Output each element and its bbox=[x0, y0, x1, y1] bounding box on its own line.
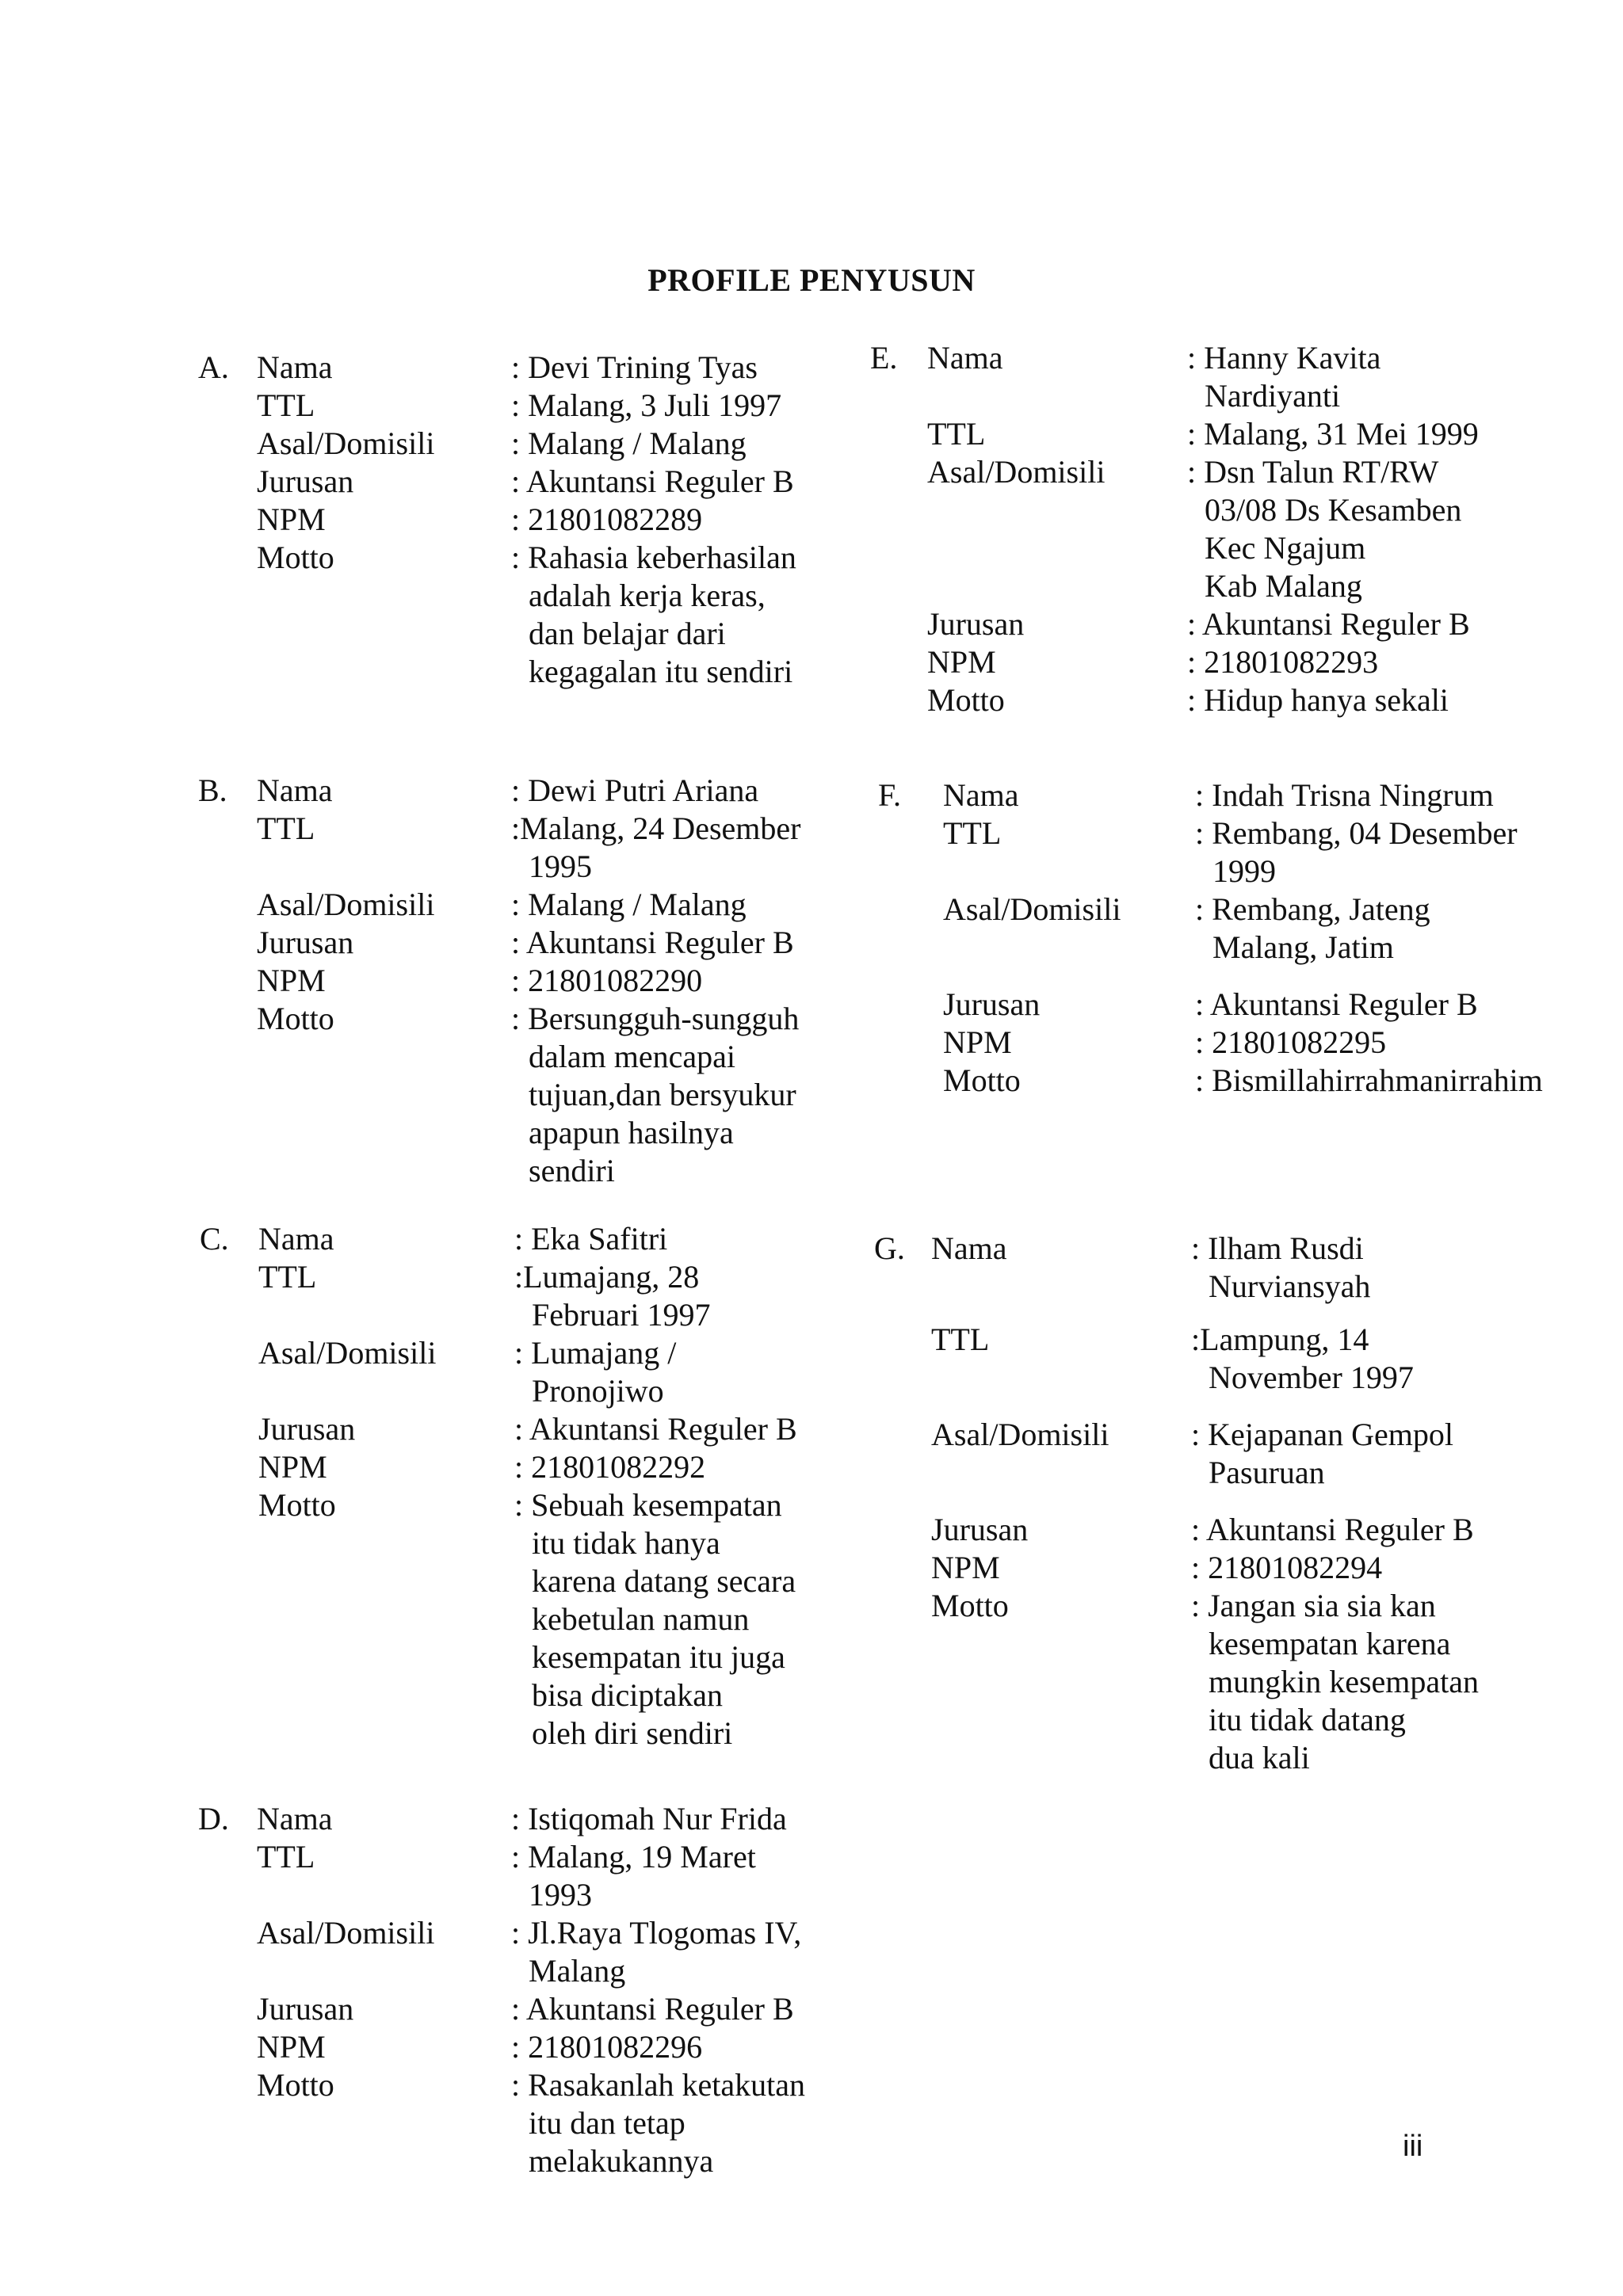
page-number: iii bbox=[1403, 2130, 1423, 2163]
field-value-continued: 03/08 Ds Kesamben bbox=[1205, 492, 1462, 528]
field-label: Motto bbox=[257, 540, 334, 575]
field-value: : 21801082289 bbox=[511, 502, 703, 537]
field-value-continued: Pronojiwo bbox=[532, 1373, 664, 1409]
field-value-continued: 1993 bbox=[529, 1877, 592, 1913]
field-value-continued: mungkin kesempatan bbox=[1209, 1664, 1480, 1699]
field-label: Motto bbox=[258, 1487, 336, 1523]
field-value-continued: Februari 1997 bbox=[532, 1297, 711, 1333]
field-value: : Dsn Talun RT/RW bbox=[1187, 454, 1439, 490]
field-label: Jurusan bbox=[257, 463, 354, 499]
field-value: : Istiqomah Nur Frida bbox=[511, 1801, 787, 1836]
profile-letter: D. bbox=[198, 1801, 229, 1836]
field-value-continued: kebetulan namun bbox=[532, 1601, 750, 1637]
field-value-continued: Nurviansyah bbox=[1209, 1268, 1371, 1304]
field-value-continued: adalah kerja keras, bbox=[529, 578, 766, 613]
field-label: Jurusan bbox=[931, 1512, 1029, 1547]
field-value-continued: Nardiyanti bbox=[1205, 378, 1341, 414]
field-value: : Eka Safitri bbox=[514, 1221, 668, 1257]
field-value: : Akuntansi Reguler B bbox=[514, 1411, 797, 1447]
field-value: :Malang, 24 Desember bbox=[511, 810, 801, 846]
field-label: Asal/Domisili bbox=[257, 1915, 435, 1951]
field-label: Jurusan bbox=[258, 1411, 356, 1447]
field-value-continued: itu dan tetap bbox=[529, 2105, 685, 2141]
field-value-continued: tujuan,dan bersyukur bbox=[529, 1077, 796, 1112]
field-value: :Lumajang, 28 bbox=[514, 1259, 700, 1295]
field-label: Asal/Domisili bbox=[931, 1417, 1109, 1452]
field-value-continued: karena datang secara bbox=[532, 1563, 796, 1599]
field-value: : Jangan sia sia kan bbox=[1191, 1588, 1436, 1623]
field-value: : Rahasia keberhasilan bbox=[511, 540, 796, 575]
field-value-continued: 1999 bbox=[1212, 853, 1276, 889]
field-label: Jurusan bbox=[943, 986, 1041, 1022]
field-label: Jurusan bbox=[927, 606, 1025, 642]
field-value: : Hidup hanya sekali bbox=[1187, 682, 1449, 718]
field-value-continued: Pasuruan bbox=[1209, 1455, 1325, 1490]
field-value: : Bismillahirrahmanirrahim bbox=[1195, 1062, 1543, 1098]
field-value: : Jl.Raya Tlogomas IV, bbox=[511, 1915, 802, 1951]
profile-letter: C. bbox=[200, 1221, 229, 1257]
field-value: : Ilham Rusdi bbox=[1191, 1230, 1364, 1266]
field-value-continued: apapun hasilnya bbox=[529, 1115, 734, 1150]
profile-letter: A. bbox=[198, 349, 229, 385]
field-label: Motto bbox=[927, 682, 1005, 718]
field-value: : Malang, 19 Maret bbox=[511, 1839, 756, 1875]
field-value: : 21801082290 bbox=[511, 963, 703, 998]
field-value-continued: November 1997 bbox=[1209, 1360, 1414, 1395]
field-label: Nama bbox=[257, 349, 333, 385]
field-label: TTL bbox=[257, 810, 315, 846]
field-value-continued: itu tidak datang bbox=[1209, 1702, 1406, 1737]
field-label: Motto bbox=[257, 1001, 334, 1036]
field-label: NPM bbox=[258, 1449, 327, 1485]
field-value: : Akuntansi Reguler B bbox=[1187, 606, 1470, 642]
field-value-continued: Kec Ngajum bbox=[1205, 530, 1366, 566]
field-label: NPM bbox=[943, 1024, 1012, 1060]
field-value: : Akuntansi Reguler B bbox=[511, 463, 794, 499]
field-label: Jurusan bbox=[257, 1991, 354, 2027]
field-label: Nama bbox=[257, 772, 333, 808]
field-value: : Bersungguh-sungguh bbox=[511, 1001, 800, 1036]
field-label: Motto bbox=[943, 1062, 1021, 1098]
field-label: Asal/Domisili bbox=[258, 1335, 437, 1371]
field-label: Nama bbox=[257, 1801, 333, 1836]
field-value: : Rembang, 04 Desember bbox=[1195, 815, 1518, 851]
field-label: NPM bbox=[257, 2029, 326, 2065]
field-label: Motto bbox=[257, 2067, 334, 2103]
field-value: : Rembang, Jateng bbox=[1195, 891, 1430, 927]
field-value: : 21801082296 bbox=[511, 2029, 703, 2065]
field-value-continued: dalam mencapai bbox=[529, 1039, 735, 1074]
field-value-continued: kesempatan karena bbox=[1209, 1626, 1451, 1661]
field-value: : Akuntansi Reguler B bbox=[511, 925, 794, 960]
field-label: Nama bbox=[258, 1221, 334, 1257]
field-label: TTL bbox=[943, 815, 1002, 851]
field-label: TTL bbox=[258, 1259, 317, 1295]
field-label: Motto bbox=[931, 1588, 1009, 1623]
field-value: : 21801082292 bbox=[514, 1449, 706, 1485]
field-label: NPM bbox=[927, 644, 996, 680]
field-value: : 21801082293 bbox=[1187, 644, 1379, 680]
profile-letter: B. bbox=[198, 772, 227, 808]
field-label: Asal/Domisili bbox=[927, 454, 1106, 490]
field-label: Nama bbox=[943, 777, 1019, 813]
field-label: Asal/Domisili bbox=[257, 425, 435, 461]
field-value-continued: kesempatan itu juga bbox=[532, 1639, 785, 1675]
field-label: Nama bbox=[931, 1230, 1007, 1266]
field-value-continued: sendiri bbox=[529, 1153, 615, 1188]
field-value-continued: melakukannya bbox=[529, 2143, 714, 2179]
field-value: : Devi Trining Tyas bbox=[511, 349, 758, 385]
field-value: : Akuntansi Reguler B bbox=[511, 1991, 794, 2027]
field-label: TTL bbox=[257, 387, 315, 423]
field-value: : Kejapanan Gempol bbox=[1191, 1417, 1453, 1452]
field-value-continued: Kab Malang bbox=[1205, 568, 1362, 604]
field-value-continued: itu tidak hanya bbox=[532, 1525, 720, 1561]
profile-letter: E. bbox=[870, 340, 898, 376]
field-value-continued: Malang, Jatim bbox=[1212, 929, 1394, 965]
field-value-continued: kegagalan itu sendiri bbox=[529, 654, 793, 689]
field-value: : Indah Trisna Ningrum bbox=[1195, 777, 1494, 813]
field-label: NPM bbox=[931, 1550, 1000, 1585]
field-label: TTL bbox=[927, 416, 986, 452]
field-value-continued: oleh diri sendiri bbox=[532, 1715, 733, 1751]
field-label: TTL bbox=[931, 1322, 990, 1357]
field-label: Jurusan bbox=[257, 925, 354, 960]
profile-letter: G. bbox=[874, 1230, 905, 1266]
field-label: TTL bbox=[257, 1839, 315, 1875]
field-value: : Rasakanlah ketakutan bbox=[511, 2067, 805, 2103]
page-title: PROFILE PENYUSUN bbox=[647, 262, 976, 298]
field-label: NPM bbox=[257, 963, 326, 998]
field-value-continued: dua kali bbox=[1209, 1740, 1310, 1775]
field-value: :Lampung, 14 bbox=[1191, 1322, 1369, 1357]
field-value-continued: Malang bbox=[529, 1953, 626, 1989]
field-value: : Akuntansi Reguler B bbox=[1195, 986, 1478, 1022]
field-label: Asal/Domisili bbox=[943, 891, 1121, 927]
field-value: : Dewi Putri Ariana bbox=[511, 772, 759, 808]
field-value: : Malang, 3 Juli 1997 bbox=[511, 387, 782, 423]
profile-letter: F. bbox=[878, 777, 902, 813]
field-value: : 21801082294 bbox=[1191, 1550, 1383, 1585]
field-value: : Malang / Malang bbox=[511, 425, 747, 461]
field-value: : Hanny Kavita bbox=[1187, 340, 1381, 376]
field-label: NPM bbox=[257, 502, 326, 537]
field-value: : Malang / Malang bbox=[511, 887, 747, 922]
field-value: : Malang, 31 Mei 1999 bbox=[1187, 416, 1479, 452]
field-value-continued: bisa diciptakan bbox=[532, 1677, 724, 1713]
field-value: : 21801082295 bbox=[1195, 1024, 1387, 1060]
field-value-continued: dan belajar dari bbox=[529, 616, 726, 651]
field-label: Nama bbox=[927, 340, 1003, 376]
field-value: : Sebuah kesempatan bbox=[514, 1487, 782, 1523]
field-label: Asal/Domisili bbox=[257, 887, 435, 922]
field-value-continued: 1995 bbox=[529, 849, 592, 884]
field-value: : Lumajang / bbox=[514, 1335, 677, 1371]
field-value: : Akuntansi Reguler B bbox=[1191, 1512, 1474, 1547]
